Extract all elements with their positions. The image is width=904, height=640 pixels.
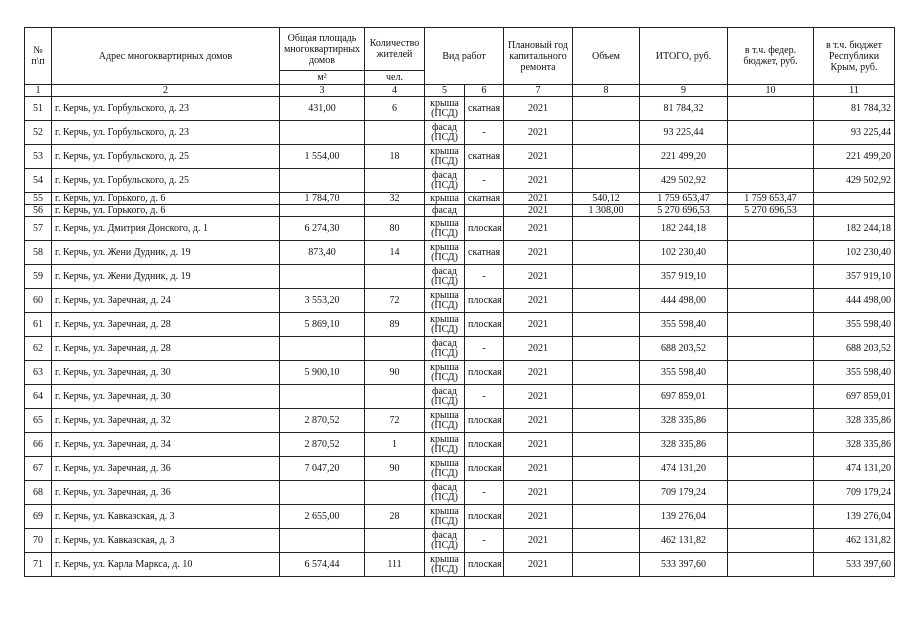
- row-year: 2021: [504, 169, 573, 193]
- row-federal: [728, 457, 814, 481]
- row-area: 2 870,52: [280, 409, 365, 433]
- row-regional: 462 131,82: [814, 529, 895, 553]
- header-year: Плановый год капитального ремонта: [504, 28, 573, 85]
- table-row: [25, 241, 895, 265]
- table-row: [25, 169, 895, 193]
- row-regional: 328 335,86: [814, 409, 895, 433]
- row-year: 2021: [504, 361, 573, 385]
- row-volume: [573, 265, 640, 289]
- row-work-type: крыша (ПСД): [425, 313, 465, 337]
- column-number: 4: [365, 85, 425, 97]
- row-work-subtype: -: [465, 529, 504, 553]
- row-federal: [728, 385, 814, 409]
- table-row: [25, 97, 895, 121]
- column-number: 8: [573, 85, 640, 97]
- row-area: [280, 529, 365, 553]
- row-number: 51: [25, 97, 52, 121]
- row-federal: [728, 169, 814, 193]
- row-residents: 18: [365, 145, 425, 169]
- header-area: Общая площадь многоквартирных домов: [280, 28, 365, 71]
- row-volume: [573, 457, 640, 481]
- row-number: 63: [25, 361, 52, 385]
- row-work-subtype: плоская: [465, 457, 504, 481]
- row-volume: [573, 217, 640, 241]
- row-volume: [573, 97, 640, 121]
- row-work-subtype: -: [465, 265, 504, 289]
- row-residents: 6: [365, 97, 425, 121]
- row-work-type: крыша: [425, 193, 465, 205]
- row-work-subtype: [465, 205, 504, 217]
- row-regional: 139 276,04: [814, 505, 895, 529]
- row-federal: [728, 433, 814, 457]
- row-regional: 429 502,92: [814, 169, 895, 193]
- row-work-type: фасад (ПСД): [425, 481, 465, 505]
- table-row: [25, 145, 895, 169]
- row-regional: 533 397,60: [814, 553, 895, 577]
- row-work-type: фасад (ПСД): [425, 337, 465, 361]
- row-residents: [365, 385, 425, 409]
- row-work-subtype: плоская: [465, 409, 504, 433]
- row-regional: 355 598,40: [814, 313, 895, 337]
- row-year: 2021: [504, 313, 573, 337]
- header-address: Адрес многоквартирных домов: [52, 28, 280, 85]
- table-row: [25, 457, 895, 481]
- row-volume: [573, 481, 640, 505]
- row-number: 60: [25, 289, 52, 313]
- row-volume: [573, 313, 640, 337]
- row-work-type: фасад: [425, 205, 465, 217]
- column-number-row: [25, 85, 895, 97]
- row-total: 357 919,10: [640, 265, 728, 289]
- row-volume: [573, 505, 640, 529]
- row-work-subtype: плоская: [465, 433, 504, 457]
- row-federal: 5 270 696,53: [728, 205, 814, 217]
- header-area-unit: м²: [280, 71, 365, 85]
- table-row: [25, 481, 895, 505]
- column-number: 9: [640, 85, 728, 97]
- row-federal: [728, 241, 814, 265]
- row-area: 6 274,30: [280, 217, 365, 241]
- column-number: 10: [728, 85, 814, 97]
- row-address: г. Керчь, ул. Горького, д. 6: [52, 193, 280, 205]
- header-residents: Количество жителей: [365, 28, 425, 71]
- row-volume: [573, 121, 640, 145]
- row-federal: [728, 265, 814, 289]
- row-area: 431,00: [280, 97, 365, 121]
- row-number: 56: [25, 205, 52, 217]
- row-address: г. Керчь, ул. Заречная, д. 30: [52, 385, 280, 409]
- row-volume: [573, 169, 640, 193]
- column-number: 3: [280, 85, 365, 97]
- row-area: 2 870,52: [280, 433, 365, 457]
- row-residents: [365, 481, 425, 505]
- row-total: 444 498,00: [640, 289, 728, 313]
- row-work-subtype: плоская: [465, 289, 504, 313]
- row-address: г. Керчь, ул. Горбульского, д. 25: [52, 169, 280, 193]
- row-work-type: крыша (ПСД): [425, 553, 465, 577]
- row-residents: 111: [365, 553, 425, 577]
- row-year: 2021: [504, 457, 573, 481]
- row-regional: 355 598,40: [814, 361, 895, 385]
- row-number: 54: [25, 169, 52, 193]
- row-total: 709 179,24: [640, 481, 728, 505]
- row-residents: [365, 169, 425, 193]
- row-address: г. Керчь, ул. Заречная, д. 30: [52, 361, 280, 385]
- row-year: 2021: [504, 505, 573, 529]
- row-address: г. Керчь, ул. Дмитрия Донского, д. 1: [52, 217, 280, 241]
- column-number: 5: [425, 85, 465, 97]
- row-number: 59: [25, 265, 52, 289]
- row-regional: 182 244,18: [814, 217, 895, 241]
- row-work-subtype: плоская: [465, 361, 504, 385]
- column-number: 6: [465, 85, 504, 97]
- row-number: 55: [25, 193, 52, 205]
- row-address: г. Керчь, ул. Кавказская, д. 3: [52, 505, 280, 529]
- row-volume: [573, 289, 640, 313]
- table-row: [25, 193, 895, 205]
- row-area: [280, 205, 365, 217]
- row-number: 64: [25, 385, 52, 409]
- row-work-type: крыша (ПСД): [425, 97, 465, 121]
- row-federal: [728, 289, 814, 313]
- table-row: [25, 433, 895, 457]
- row-work-subtype: скатная: [465, 97, 504, 121]
- row-number: 71: [25, 553, 52, 577]
- row-work-type: крыша (ПСД): [425, 241, 465, 265]
- row-address: г. Керчь, ул. Заречная, д. 28: [52, 313, 280, 337]
- table-row: [25, 265, 895, 289]
- row-area: 5 900,10: [280, 361, 365, 385]
- row-address: г. Керчь, ул. Заречная, д. 24: [52, 289, 280, 313]
- row-area: [280, 121, 365, 145]
- row-federal: [728, 145, 814, 169]
- row-volume: [573, 337, 640, 361]
- header-num: № п\п: [25, 28, 52, 85]
- table-row: [25, 409, 895, 433]
- row-volume: [573, 433, 640, 457]
- header-work-type: Вид работ: [425, 28, 504, 85]
- row-number: 58: [25, 241, 52, 265]
- row-total: 355 598,40: [640, 313, 728, 337]
- row-address: г. Керчь, ул. Заречная, д. 32: [52, 409, 280, 433]
- row-federal: [728, 313, 814, 337]
- row-regional: 357 919,10: [814, 265, 895, 289]
- row-federal: [728, 553, 814, 577]
- row-work-type: крыша (ПСД): [425, 217, 465, 241]
- column-number: 1: [25, 85, 52, 97]
- row-work-subtype: скатная: [465, 145, 504, 169]
- row-residents: [365, 265, 425, 289]
- row-total: 328 335,86: [640, 409, 728, 433]
- row-total: 697 859,01: [640, 385, 728, 409]
- row-number: 61: [25, 313, 52, 337]
- row-year: 2021: [504, 193, 573, 205]
- row-regional: 688 203,52: [814, 337, 895, 361]
- table-row: [25, 505, 895, 529]
- row-year: 2021: [504, 205, 573, 217]
- row-area: 3 553,20: [280, 289, 365, 313]
- row-address: г. Керчь, ул. Заречная, д. 36: [52, 457, 280, 481]
- header-residents-unit: чел.: [365, 71, 425, 85]
- row-address: г. Керчь, ул. Жени Дудник, д. 19: [52, 241, 280, 265]
- row-residents: [365, 205, 425, 217]
- row-year: 2021: [504, 385, 573, 409]
- row-area: 2 655,00: [280, 505, 365, 529]
- header-federal: в т.ч. федер. бюджет, руб.: [728, 28, 814, 85]
- row-work-type: фасад (ПСД): [425, 529, 465, 553]
- row-area: 1 554,00: [280, 145, 365, 169]
- row-work-subtype: скатная: [465, 241, 504, 265]
- row-year: 2021: [504, 433, 573, 457]
- row-total: 328 335,86: [640, 433, 728, 457]
- table-row: [25, 337, 895, 361]
- row-total: 221 499,20: [640, 145, 728, 169]
- row-number: 66: [25, 433, 52, 457]
- row-work-subtype: плоская: [465, 553, 504, 577]
- row-number: 62: [25, 337, 52, 361]
- table-row: [25, 217, 895, 241]
- row-area: [280, 265, 365, 289]
- table-row: [25, 313, 895, 337]
- row-residents: 72: [365, 409, 425, 433]
- row-federal: [728, 481, 814, 505]
- table-body: [25, 97, 895, 577]
- table-row: [25, 121, 895, 145]
- row-residents: [365, 121, 425, 145]
- row-address: г. Керчь, ул. Горбульского, д. 25: [52, 145, 280, 169]
- row-residents: 1: [365, 433, 425, 457]
- row-volume: 540,12: [573, 193, 640, 205]
- row-year: 2021: [504, 97, 573, 121]
- row-total: 81 784,32: [640, 97, 728, 121]
- row-residents: 72: [365, 289, 425, 313]
- row-address: г. Керчь, ул. Заречная, д. 36: [52, 481, 280, 505]
- row-work-subtype: плоская: [465, 217, 504, 241]
- row-year: 2021: [504, 289, 573, 313]
- row-volume: [573, 145, 640, 169]
- row-work-subtype: -: [465, 121, 504, 145]
- row-residents: [365, 529, 425, 553]
- row-federal: [728, 409, 814, 433]
- row-total: 474 131,20: [640, 457, 728, 481]
- row-address: г. Керчь, ул. Горбульского, д. 23: [52, 121, 280, 145]
- row-regional: [814, 205, 895, 217]
- row-area: 1 784,70: [280, 193, 365, 205]
- row-work-subtype: плоская: [465, 505, 504, 529]
- row-year: 2021: [504, 121, 573, 145]
- row-volume: 1 308,00: [573, 205, 640, 217]
- row-number: 67: [25, 457, 52, 481]
- row-number: 69: [25, 505, 52, 529]
- row-address: г. Керчь, ул. Заречная, д. 34: [52, 433, 280, 457]
- table-row: [25, 529, 895, 553]
- row-work-type: фасад (ПСД): [425, 169, 465, 193]
- row-federal: 1 759 653,47: [728, 193, 814, 205]
- table-row: [25, 205, 895, 217]
- row-total: 355 598,40: [640, 361, 728, 385]
- row-volume: [573, 385, 640, 409]
- row-year: 2021: [504, 241, 573, 265]
- row-number: 52: [25, 121, 52, 145]
- row-work-type: крыша (ПСД): [425, 505, 465, 529]
- row-year: 2021: [504, 481, 573, 505]
- row-work-type: крыша (ПСД): [425, 145, 465, 169]
- row-number: 68: [25, 481, 52, 505]
- row-volume: [573, 241, 640, 265]
- row-federal: [728, 505, 814, 529]
- table-row: [25, 361, 895, 385]
- row-total: 688 203,52: [640, 337, 728, 361]
- row-regional: 328 335,86: [814, 433, 895, 457]
- row-area: 5 869,10: [280, 313, 365, 337]
- row-total: 182 244,18: [640, 217, 728, 241]
- header-volume: Объем: [573, 28, 640, 85]
- row-work-subtype: -: [465, 481, 504, 505]
- row-number: 53: [25, 145, 52, 169]
- row-total: 93 225,44: [640, 121, 728, 145]
- row-work-subtype: плоская: [465, 313, 504, 337]
- row-work-type: крыша (ПСД): [425, 433, 465, 457]
- row-total: 102 230,40: [640, 241, 728, 265]
- header-total: ИТОГО, руб.: [640, 28, 728, 85]
- row-work-type: крыша (ПСД): [425, 409, 465, 433]
- row-area: [280, 337, 365, 361]
- row-volume: [573, 553, 640, 577]
- column-number: 2: [52, 85, 280, 97]
- repair-plan-table: [24, 27, 895, 577]
- row-volume: [573, 361, 640, 385]
- row-address: г. Керчь, ул. Карла Маркса, д. 10: [52, 553, 280, 577]
- row-volume: [573, 529, 640, 553]
- row-total: 139 276,04: [640, 505, 728, 529]
- row-area: 873,40: [280, 241, 365, 265]
- row-number: 70: [25, 529, 52, 553]
- row-address: г. Керчь, ул. Заречная, д. 28: [52, 337, 280, 361]
- header-regional: в т.ч. бюджет Республики Крым, руб.: [814, 28, 895, 85]
- row-area: [280, 385, 365, 409]
- row-total: 533 397,60: [640, 553, 728, 577]
- row-residents: 90: [365, 361, 425, 385]
- row-number: 65: [25, 409, 52, 433]
- row-work-type: фасад (ПСД): [425, 121, 465, 145]
- row-total: 462 131,82: [640, 529, 728, 553]
- row-residents: 89: [365, 313, 425, 337]
- row-residents: 14: [365, 241, 425, 265]
- row-area: 6 574,44: [280, 553, 365, 577]
- row-federal: [728, 361, 814, 385]
- row-address: г. Керчь, ул. Жени Дудник, д. 19: [52, 265, 280, 289]
- row-work-type: фасад (ПСД): [425, 265, 465, 289]
- row-regional: 474 131,20: [814, 457, 895, 481]
- table-row: [25, 289, 895, 313]
- row-address: г. Керчь, ул. Горбульского, д. 23: [52, 97, 280, 121]
- row-work-subtype: -: [465, 337, 504, 361]
- row-year: 2021: [504, 409, 573, 433]
- row-work-type: крыша (ПСД): [425, 289, 465, 313]
- row-work-subtype: скатная: [465, 193, 504, 205]
- row-year: 2021: [504, 529, 573, 553]
- row-work-type: крыша (ПСД): [425, 457, 465, 481]
- row-residents: [365, 337, 425, 361]
- row-residents: 80: [365, 217, 425, 241]
- row-regional: 102 230,40: [814, 241, 895, 265]
- row-regional: [814, 193, 895, 205]
- row-year: 2021: [504, 265, 573, 289]
- table-row: [25, 553, 895, 577]
- row-area: [280, 169, 365, 193]
- row-work-subtype: -: [465, 385, 504, 409]
- row-number: 57: [25, 217, 52, 241]
- row-federal: [728, 121, 814, 145]
- row-federal: [728, 97, 814, 121]
- row-year: 2021: [504, 145, 573, 169]
- table-row: [25, 385, 895, 409]
- row-total: 429 502,92: [640, 169, 728, 193]
- row-residents: 32: [365, 193, 425, 205]
- row-regional: 81 784,32: [814, 97, 895, 121]
- row-regional: 221 499,20: [814, 145, 895, 169]
- row-regional: 444 498,00: [814, 289, 895, 313]
- row-regional: 93 225,44: [814, 121, 895, 145]
- row-year: 2021: [504, 217, 573, 241]
- row-address: г. Керчь, ул. Горького, д. 6: [52, 205, 280, 217]
- row-total: 5 270 696,53: [640, 205, 728, 217]
- row-total: 1 759 653,47: [640, 193, 728, 205]
- row-residents: 90: [365, 457, 425, 481]
- row-address: г. Керчь, ул. Кавказская, д. 3: [52, 529, 280, 553]
- row-regional: 697 859,01: [814, 385, 895, 409]
- row-area: [280, 481, 365, 505]
- row-regional: 709 179,24: [814, 481, 895, 505]
- row-federal: [728, 337, 814, 361]
- row-work-type: крыша (ПСД): [425, 361, 465, 385]
- row-year: 2021: [504, 553, 573, 577]
- row-residents: 28: [365, 505, 425, 529]
- row-federal: [728, 529, 814, 553]
- row-federal: [728, 217, 814, 241]
- column-number: 7: [504, 85, 573, 97]
- row-area: 7 047,20: [280, 457, 365, 481]
- row-year: 2021: [504, 337, 573, 361]
- row-work-subtype: -: [465, 169, 504, 193]
- row-work-type: фасад (ПСД): [425, 385, 465, 409]
- column-number: 11: [814, 85, 895, 97]
- row-volume: [573, 409, 640, 433]
